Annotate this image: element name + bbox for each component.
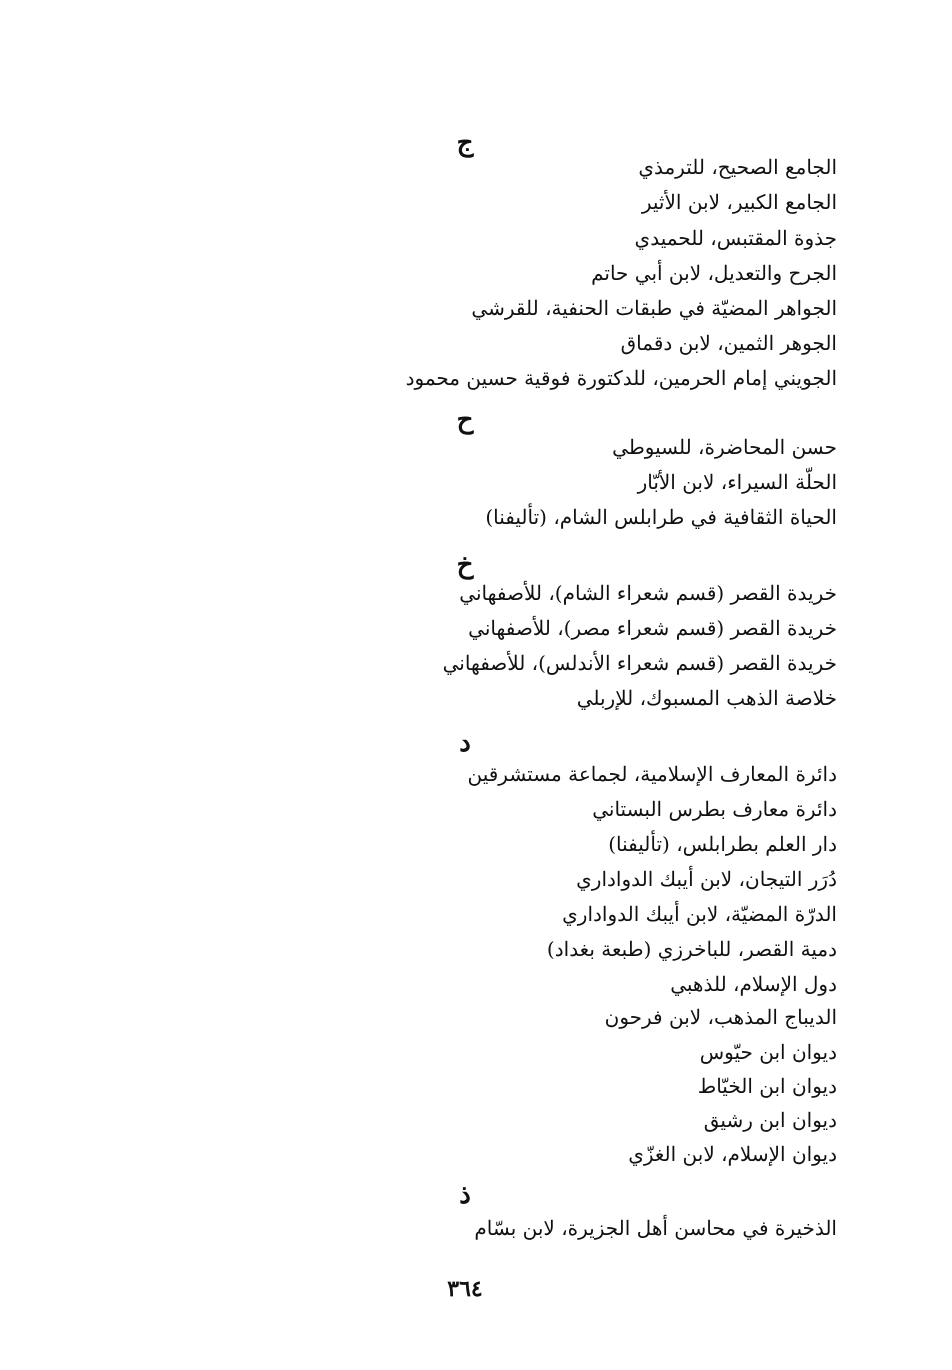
index-entry: الجامع الكبير، لابن الأثير (641, 190, 837, 214)
index-entry: دائرة معارف بطرس البستاني (592, 797, 837, 821)
index-entry: الديباج المذهب، لابن فرحون (604, 1005, 837, 1029)
index-entry: الذخيرة في محاسن أهل الجزيرة، لابن بسّام (474, 1216, 837, 1240)
index-entry: الحلّة السيراء، لابن الأبّار (637, 470, 837, 494)
index-entry: ديوان ابن رشيق (703, 1108, 837, 1132)
index-entry: الجويني إمام الحرمين، للدكتورة فوقية حسين محمود (405, 366, 837, 390)
index-entry: الجوهر الثمين، لابن دقماق (620, 331, 837, 355)
section-letter-dal: د (459, 728, 471, 758)
index-entry: الجرح والتعديل، لابن أبي حاتم (591, 261, 837, 285)
index-entry: خريدة القصر (قسم شعراء الأندلس)، للأصفهاني (442, 651, 837, 675)
page-number: ٣٦٤ (447, 1276, 483, 1302)
index-entry: الحياة الثقافية في طرابلس الشام، (تأليفنا) (485, 505, 837, 529)
index-entry: دمية القصر، للباخرزي (طبعة بغداد) (546, 937, 837, 961)
index-entry: خريدة القصر (قسم شعراء مصر)، للأصفهاني (468, 616, 837, 640)
section-letter-kha: خ (456, 550, 474, 580)
index-entry: خلاصة الذهب المسبوك، للإربلي (576, 686, 837, 710)
index-entry: حسن المحاضرة، للسيوطي (612, 435, 837, 459)
index-entry: ديوان ابن الخيّاط (697, 1074, 837, 1098)
section-letter-dhal: ذ (459, 1180, 471, 1210)
index-entry: الجامع الصحيح، للترمذي (638, 155, 837, 179)
index-entry: الدرّة المضيّة، لابن أيبك الدواداري (562, 902, 837, 926)
index-entry: دول الإسلام، للذهبي (670, 972, 837, 996)
section-letter-ha: ح (456, 405, 474, 435)
index-entry: جذوة المقتبس، للحميدي (634, 226, 837, 250)
section-letter-jim: ج (456, 128, 474, 158)
index-entry: ديوان الإسلام، لابن الغزّي (628, 1142, 837, 1166)
index-entry: دائرة المعارف الإسلامية، لجماعة مستشرقين (467, 762, 837, 786)
index-entry: دُرَر التيجان، لابن أيبك الدواداري (576, 867, 837, 891)
index-entry: دار العلم بطرابلس، (تأليفنا) (608, 832, 837, 856)
index-entry: الجواهر المضيّة في طبقات الحنفية، للقرشي (471, 296, 837, 320)
index-entry: خريدة القصر (قسم شعراء الشام)، للأصفهاني (459, 581, 837, 605)
index-entry: ديوان ابن حيّوس (699, 1040, 837, 1064)
